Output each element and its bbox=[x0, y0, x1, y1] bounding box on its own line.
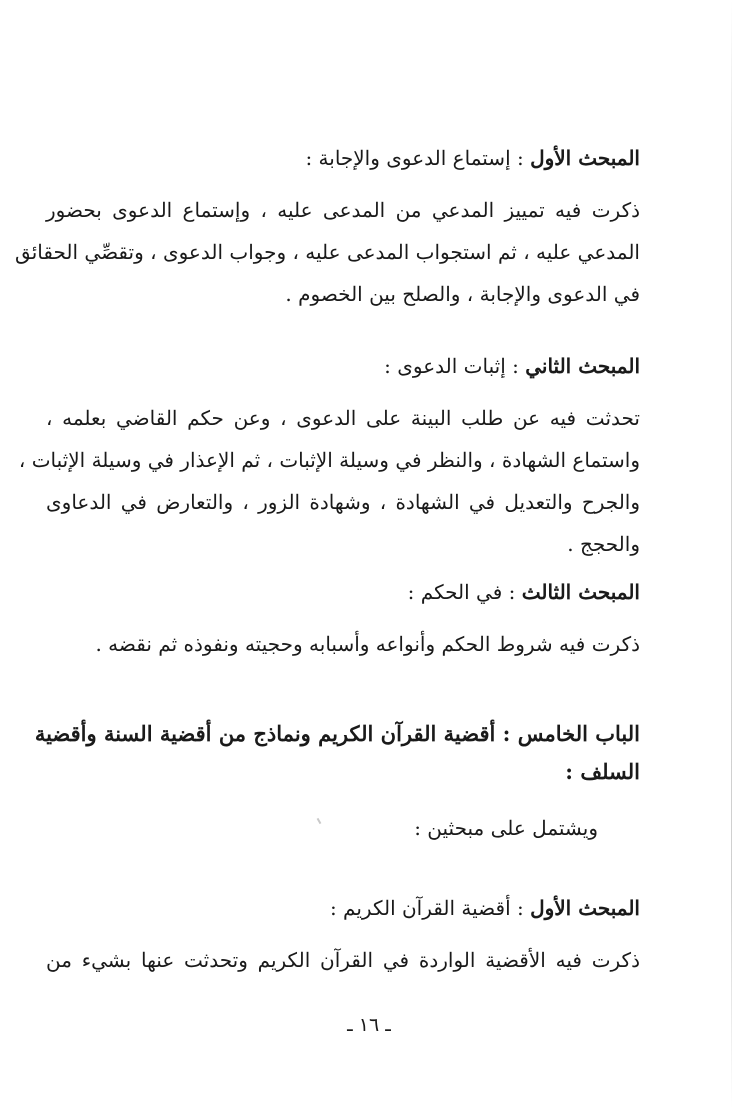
section-heading bbox=[305, 144, 640, 172]
paragraph-line: المدعي عليه ، ثم استجواب المدعى عليه ، وجواب الدعوى ، وتقصِّي الحقائق bbox=[15, 240, 640, 264]
section-title: : أقضية القرآن الكريم : bbox=[329, 896, 524, 920]
section-label: المبحث الثاني bbox=[525, 354, 640, 378]
section-heading bbox=[408, 578, 640, 606]
section-heading bbox=[330, 894, 640, 922]
section-label: المبحث الأول bbox=[530, 146, 640, 170]
paragraph-line: ذكرت فيه الأقضية الواردة في القرآن الكريم وتحدثت عنها بشيء من bbox=[46, 948, 640, 972]
chapter-label: الباب الخامس bbox=[517, 721, 640, 746]
chapter-heading bbox=[34, 720, 640, 748]
paragraph-line: واستماع الشهادة ، والنظر في وسيلة الإثبات ، ثم الإعذار في وسيلة الإثبات ، bbox=[18, 448, 640, 472]
scan-speck bbox=[317, 818, 322, 824]
paragraph-line: ذكرت فيه شروط الحكم وأنواعه وأسبابه وحجيته ونفوذه ثم نقضه . bbox=[95, 632, 640, 656]
section-title: : إستماع الدعوى والإجابة : bbox=[305, 146, 524, 170]
section-heading bbox=[384, 352, 640, 380]
paragraph-line: ذكرت فيه تمييز المدعي من المدعى عليه ، وإستماع الدعوى بحضور bbox=[46, 198, 640, 222]
section-label: المبحث الأول bbox=[530, 896, 640, 920]
chapter-title: : أقضية القرآن الكريم ونماذج من أقضية السنة وأقضية bbox=[34, 721, 511, 746]
chapter-intro: ويشتمل على مبحثين : bbox=[414, 816, 598, 840]
paragraph-line: والجرح والتعديل في الشهادة ، وشهادة الزور ، والتعارض في الدعاوى bbox=[46, 490, 640, 514]
paragraph-line: تحدثت فيه عن طلب البينة على الدعوى ، وعن حكم القاضي بعلمه ، bbox=[46, 406, 640, 430]
section-title: : إثبات الدعوى : bbox=[384, 354, 519, 378]
section-label: المبحث الثالث bbox=[521, 580, 640, 604]
chapter-heading-continued: السلف : bbox=[565, 759, 640, 784]
paragraph-line: والحجج . bbox=[567, 532, 640, 556]
page-number: ـ ١٦ ـ bbox=[347, 1014, 391, 1036]
scan-edge bbox=[731, 0, 732, 1109]
section-title: : في الحكم : bbox=[407, 580, 516, 604]
paragraph-line: في الدعوى والإجابة ، والصلح بين الخصوم . bbox=[285, 282, 640, 306]
